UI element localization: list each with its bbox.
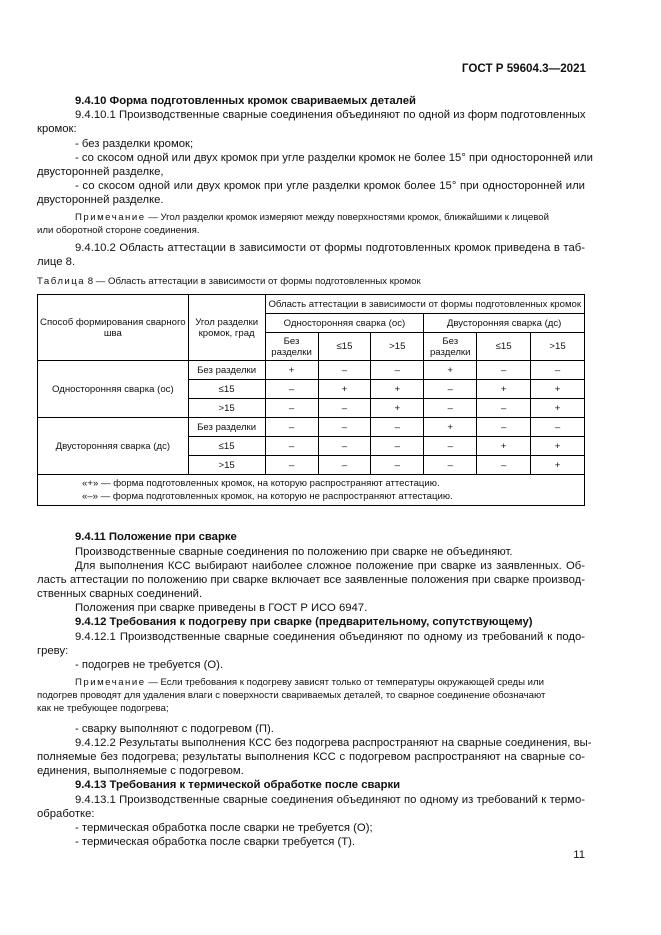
value-cell: – — [318, 361, 371, 380]
paragraph-line: обработке: — [37, 808, 95, 820]
table-caption-label: Таблица — [37, 276, 86, 287]
value-cell: – — [265, 418, 318, 437]
note-text: — Если требования к подогреву зависят только от температуры окружающей среды или — [145, 677, 544, 688]
value-cell: + — [531, 456, 585, 475]
list-item: - подогрев не требуется (О). — [75, 659, 224, 671]
table-footnote-row — [38, 475, 585, 506]
value-cell: + — [318, 380, 371, 399]
list-item: - сварку выполняют с подогревом (П). — [75, 723, 274, 735]
value-cell: – — [477, 399, 531, 418]
value-cell: + — [265, 361, 318, 380]
table-footnotes — [38, 475, 585, 506]
note-line: или оборотной стороне соединения. — [37, 225, 200, 236]
qualification-table — [37, 294, 585, 506]
value-cell: + — [531, 399, 585, 418]
value-cell: – — [371, 361, 424, 380]
note-line: как не требующее подогрева; — [37, 703, 169, 714]
value-cell: – — [265, 399, 318, 418]
value-cell: – — [531, 361, 585, 380]
value-cell: – — [318, 418, 371, 437]
value-cell: + — [531, 437, 585, 456]
list-item: - со скосом одной или двух кромок при угле разделки кромок не более 15° при односторонней или — [75, 152, 593, 164]
value-cell: – — [424, 380, 477, 399]
value-cell: – — [531, 418, 585, 437]
header-group-two-sided: Двусторонняя сварка (дс) — [424, 314, 585, 333]
paragraph-line: 9.4.10.1 Производственные сварные соединения объединяют по одной из форм подготовленных — [75, 109, 586, 121]
angle-cell: >15 — [188, 456, 265, 475]
value-cell: – — [318, 456, 371, 475]
subheader-cell: >15 — [371, 333, 424, 361]
list-item-continuation: двусторонней разделке. — [37, 194, 164, 206]
angle-cell: Без разделки — [188, 418, 265, 437]
value-cell: – — [477, 361, 531, 380]
paragraph-line: полняемые без подогрева; результаты выполнения КСС с подогревом распространяют на сварные со- — [37, 751, 585, 763]
subheader-cell: Без разделки — [424, 333, 477, 361]
header-method: Способ формирования сварного шва — [38, 295, 189, 361]
value-cell: – — [424, 399, 477, 418]
value-cell: – — [265, 456, 318, 475]
paragraph-line: лице 8. — [37, 256, 76, 268]
method-cell: Двусторонняя сварка (дс) — [38, 418, 189, 475]
footnote-minus: «–» — форма подготовленных кромок, на которую не распространяют аттестацию. — [82, 491, 453, 502]
subheader-cell: ≤15 — [318, 333, 371, 361]
note-label: Примечание — [75, 677, 146, 688]
table-row — [38, 418, 585, 437]
subheader-cell: >15 — [531, 333, 585, 361]
value-cell: + — [477, 437, 531, 456]
header-group-one-sided: Односторонняя сварка (ос) — [265, 314, 424, 333]
subheader-cell: Без разделки — [265, 333, 318, 361]
list-item: - термическая обработка после сварки требуется (Т). — [75, 836, 356, 848]
table-caption-text: 8 — Область аттестации в зависимости от формы подготовленных кромок — [85, 276, 421, 287]
list-item: - термическая обработка после сварки не требуется (О); — [75, 822, 373, 834]
method-cell: Односторонняя сварка (ос) — [38, 361, 189, 418]
paragraph-line: Для выполнения КСС выбирают наиболее сложное положение при сварке из заявленных. Об- — [75, 560, 585, 572]
value-cell: + — [424, 418, 477, 437]
section-heading-9-4-10: 9.4.10 Форма подготовленных кромок свариваемых деталей — [75, 95, 416, 107]
paragraph-line: 9.4.10.2 Область аттестации в зависимости от формы подготовленных кромок приведена в таб- — [75, 242, 585, 254]
note-label: Примечание — [75, 212, 146, 223]
section-heading-9-4-12: 9.4.12 Требования к подогреву при сварке (предварительному, сопутствующему) — [75, 616, 533, 628]
list-item-continuation: двусторонней разделке, — [37, 166, 164, 178]
section-heading-9-4-13: 9.4.13 Требования к термической обработке после сварки — [75, 779, 401, 791]
value-cell: + — [477, 380, 531, 399]
table-row — [38, 361, 585, 380]
note-line — [75, 212, 549, 224]
footnote-plus: «+» — форма подготовленных кромок, на которую распространяют аттестацию. — [82, 478, 440, 489]
paragraph-line: 9.4.13.1 Производственные сварные соединения объединяют по одному из требований к термо- — [75, 794, 585, 806]
paragraph-line: Производственные сварные соединения по положению при сварке не объединяют. — [75, 546, 513, 558]
paragraph-line: 9.4.12.2 Результаты выполнения КСС без подогрева распространяют на сварные соединения, вы- — [75, 737, 592, 749]
paragraph-line: ласть аттестации по положению при сварке включает все заявленные положения при сварке производ- — [37, 574, 585, 586]
subheader-cell: ≤15 — [477, 333, 531, 361]
note-line — [75, 677, 544, 689]
value-cell: + — [424, 361, 477, 380]
value-cell: – — [371, 418, 424, 437]
header-angle: Угол разделки кромок, град — [188, 295, 265, 361]
value-cell: – — [318, 399, 371, 418]
list-item: - без разделки кромок; — [75, 138, 194, 150]
section-heading-9-4-11: 9.4.11 Положение при сварке — [75, 531, 237, 543]
value-cell: – — [371, 437, 424, 456]
value-cell: – — [477, 456, 531, 475]
angle-cell: ≤15 — [188, 380, 265, 399]
value-cell: + — [371, 380, 424, 399]
paragraph-line: ственных сварных соединений. — [37, 588, 203, 600]
list-item: - со скосом одной или двух кромок при угле разделки кромок более 15° при односторонней или — [75, 180, 585, 192]
document-id: ГОСТ Р 59604.3—2021 — [461, 62, 586, 75]
value-cell: – — [265, 380, 318, 399]
table-caption — [37, 276, 421, 288]
value-cell: – — [265, 437, 318, 456]
note-text: — Угол разделки кромок измеряют между поверхностями кромок, ближайшими к лицевой — [145, 212, 549, 223]
note-line: подогрев проводят для удаления влаги с поверхности свариваемых деталей, то сварное соединение обозначают — [37, 690, 546, 701]
angle-cell: >15 — [188, 399, 265, 418]
value-cell: – — [371, 456, 424, 475]
paragraph-line: Положения при сварке приведены в ГОСТ Р ИСО 6947. — [75, 602, 368, 614]
angle-cell: ≤15 — [188, 437, 265, 456]
header-area: Область аттестации в зависимости от формы подготовленных кромок — [265, 295, 584, 314]
paragraph-line: кромок: — [37, 123, 77, 135]
value-cell: – — [424, 437, 477, 456]
page-number: 11 — [573, 849, 585, 861]
value-cell: + — [531, 380, 585, 399]
paragraph-line: единения, выполняемые с подогревом. — [37, 765, 244, 777]
paragraph-line: греву: — [37, 645, 69, 657]
value-cell: – — [477, 418, 531, 437]
value-cell: – — [318, 437, 371, 456]
angle-cell: Без разделки — [188, 361, 265, 380]
paragraph-line: 9.4.12.1 Производственные сварные соединения объединяют по одному из требований к подо- — [75, 631, 585, 643]
value-cell: – — [424, 456, 477, 475]
value-cell: + — [371, 399, 424, 418]
